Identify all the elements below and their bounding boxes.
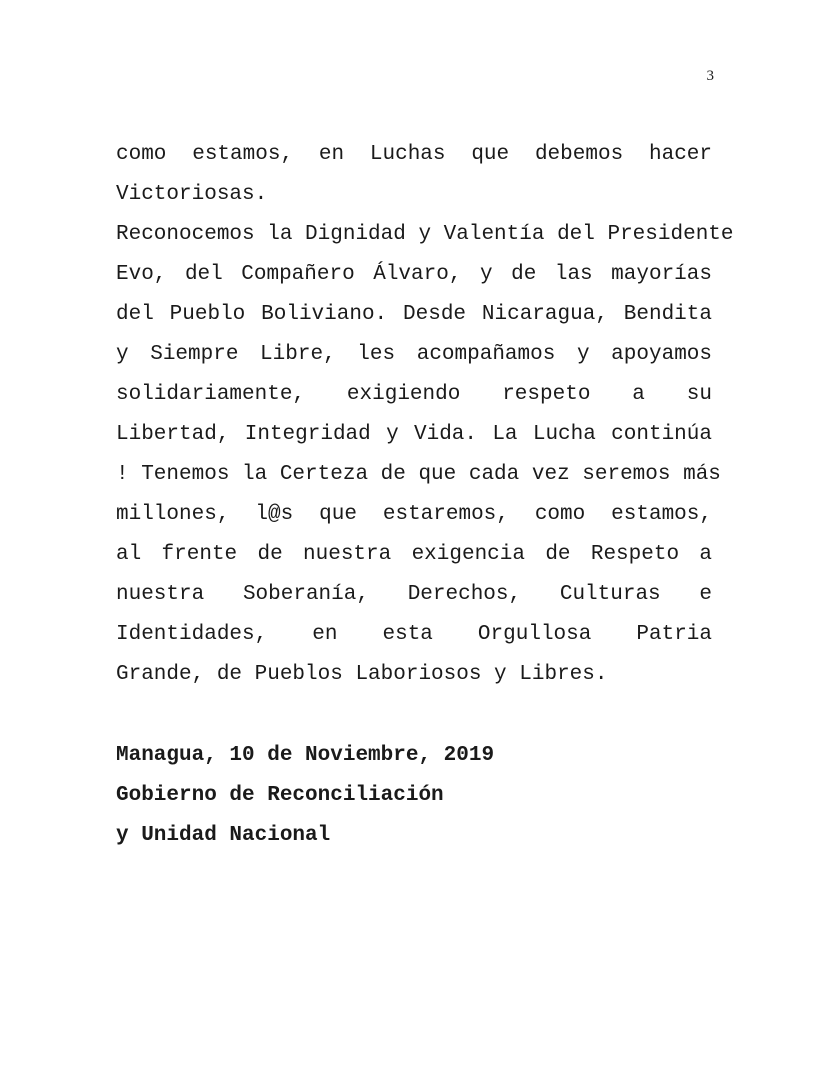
body-line: como estamos, en Luchas que debemos hacer bbox=[116, 143, 712, 166]
body-paragraph bbox=[116, 135, 734, 695]
signature-block bbox=[116, 736, 494, 856]
signature-organization: Gobierno de Reconciliación bbox=[116, 784, 444, 807]
body-line: al frente de nuestra exigencia de Respeto a bbox=[116, 543, 712, 566]
body-line: Libertad, Integridad y Vida. La Lucha continúa bbox=[116, 423, 712, 446]
body-line: Identidades, en esta Orgullosa Patria bbox=[116, 623, 712, 646]
body-line: Reconocemos la Dignidad y Valentía del Presidente bbox=[116, 223, 734, 246]
body-line: y Siempre Libre, les acompañamos y apoyamos bbox=[116, 343, 712, 366]
body-line: Victoriosas. bbox=[116, 183, 268, 206]
body-line: Grande, de Pueblos Laboriosos y Libres. bbox=[116, 663, 608, 686]
body-line: ! Tenemos la Certeza de que cada vez seremos más bbox=[116, 463, 721, 486]
body-line: solidariamente, exigiendo respeto a su bbox=[116, 383, 712, 406]
body-line: nuestra Soberanía, Derechos, Culturas e bbox=[116, 583, 712, 606]
body-line: del Pueblo Boliviano. Desde Nicaragua, Bendita bbox=[116, 303, 712, 326]
body-line: Evo, del Compañero Álvaro, y de las mayorías bbox=[116, 263, 712, 286]
signature-organization: y Unidad Nacional bbox=[116, 824, 331, 847]
page-number: 3 bbox=[706, 68, 714, 84]
body-line: millones, l@s que estaremos, como estamos, bbox=[116, 503, 712, 526]
signature-date: Managua, 10 de Noviembre, 2019 bbox=[116, 744, 495, 767]
